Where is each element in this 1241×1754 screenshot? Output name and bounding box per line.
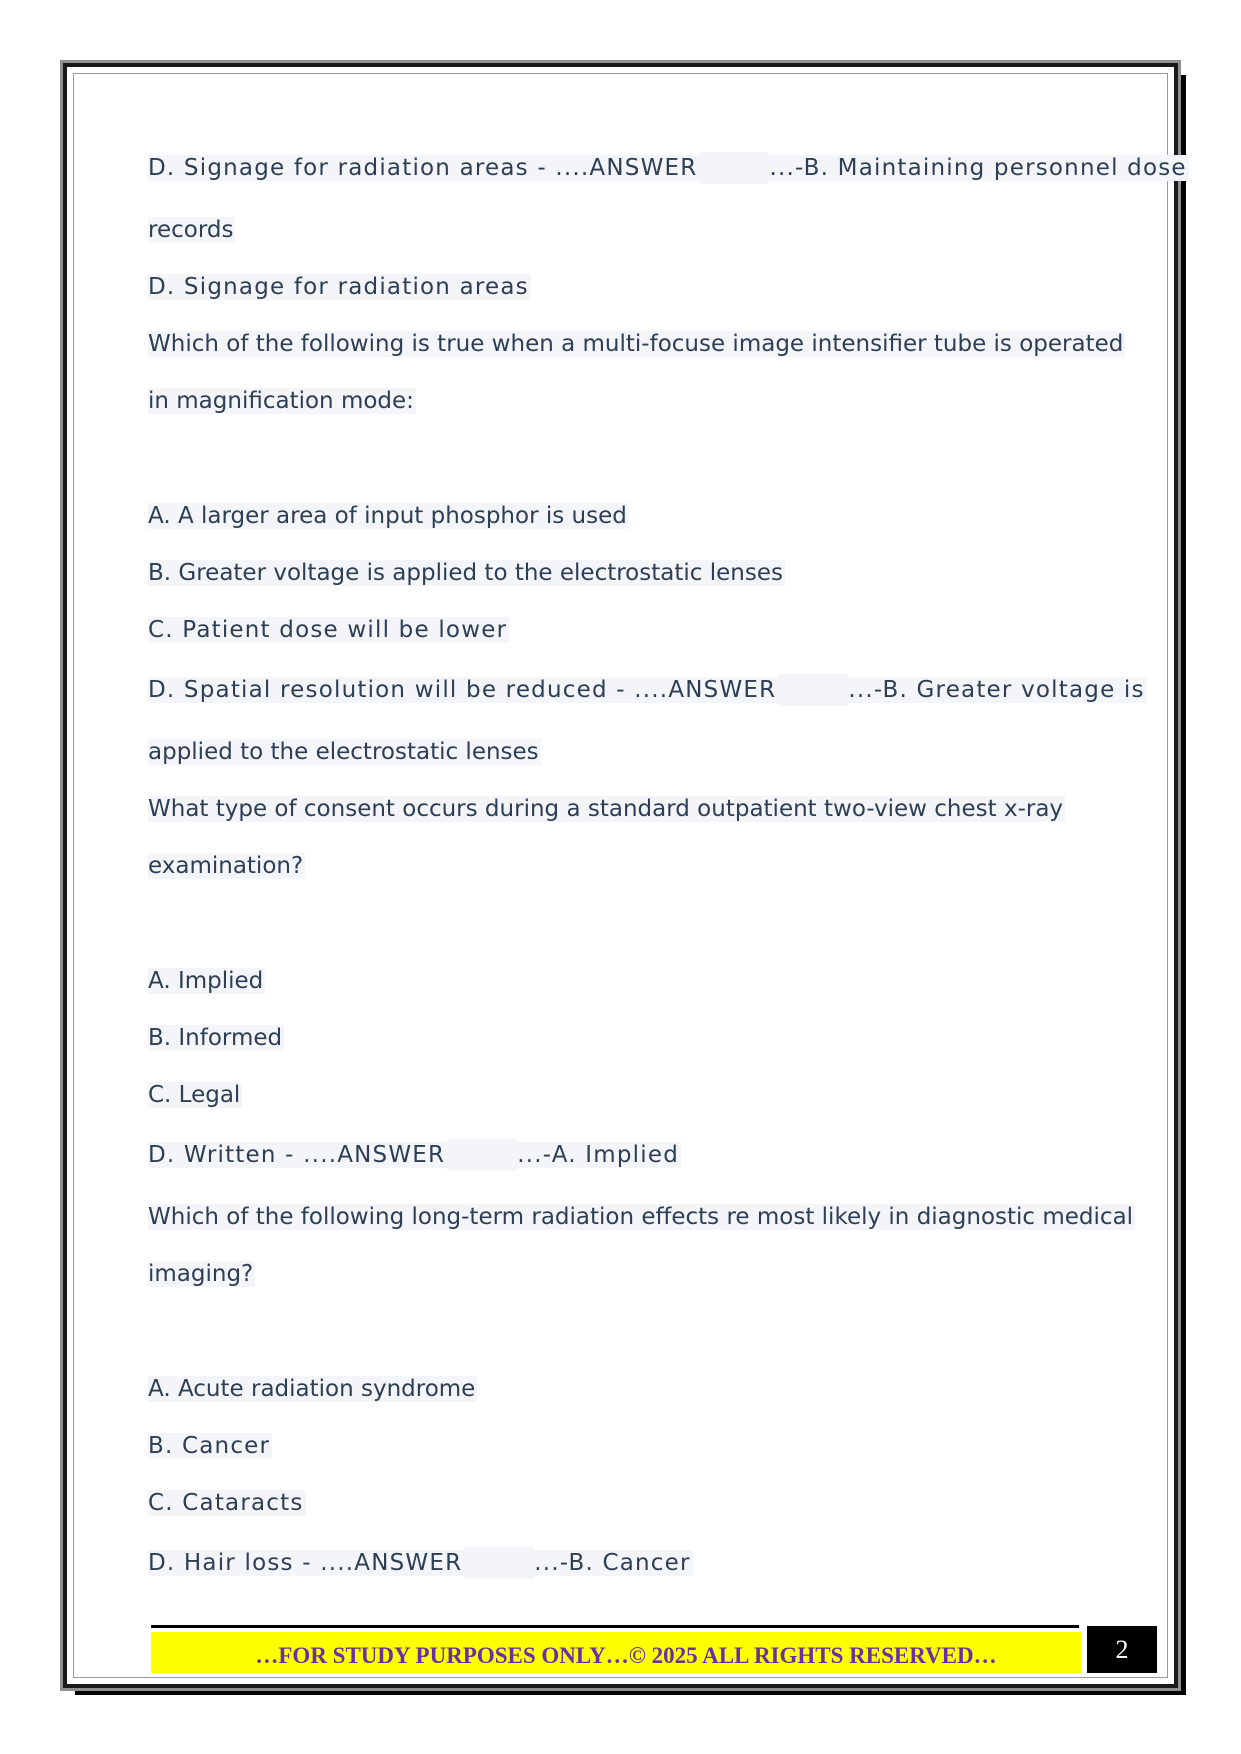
option-text: C. Cataracts (148, 1490, 304, 1516)
question-text (148, 850, 305, 882)
option-line (148, 614, 509, 646)
text-line-content: Which of the following is true when a multi-focuse image intensifier tube is operated (148, 331, 1124, 357)
answer-prefix: D. Written - ....ANSWER (148, 1142, 446, 1168)
option-line (148, 1547, 693, 1579)
text-line-content: What type of consent occurs during a standard outpatient two-view chest x-ray (148, 796, 1064, 822)
option-text: A. Acute radiation syndrome (148, 1376, 476, 1402)
option-line (148, 1022, 284, 1054)
question-text (148, 328, 1125, 360)
option-line (148, 1487, 306, 1519)
answer-prefix: D. Spatial resolution will be reduced - ....ANSWER (148, 677, 777, 703)
text-line-content: in magnification mode: (148, 388, 414, 414)
option-text: A. A larger area of input phosphor is used (148, 503, 627, 529)
text-line (148, 271, 531, 303)
footer-divider (151, 1625, 1079, 1628)
option-line (148, 674, 1147, 706)
answer-prefix: D. Hair loss - ....ANSWER (148, 1550, 463, 1576)
answer-gap (447, 1139, 517, 1171)
option-line (148, 1430, 272, 1462)
answer-text: ...-A. Implied (517, 1142, 680, 1168)
option-line (148, 1139, 681, 1171)
question-text (148, 385, 416, 417)
question-text (148, 1201, 1135, 1233)
text-line-content: D. Signage for radiation areas (148, 274, 529, 300)
option-text: B. Informed (148, 1025, 283, 1051)
option-text: C. Legal (148, 1082, 241, 1108)
option-text: B. Cancer (148, 1433, 271, 1459)
text-line-content: applied to the electrostatic lenses (148, 739, 539, 765)
text-line (148, 214, 235, 246)
text-line-content: examination? (148, 853, 304, 879)
option-text: B. Greater voltage is applied to the electrostatic lenses (148, 560, 783, 586)
text-line (148, 152, 1189, 184)
option-line (148, 965, 265, 997)
question-text (148, 793, 1065, 825)
answer-gap (464, 1547, 534, 1579)
answer-gap (778, 674, 848, 706)
footer-banner: …FOR STUDY PURPOSES ONLY…© 2025 ALL RIGHTS RESERVED… (151, 1632, 1081, 1673)
option-text: C. Patient dose will be lower (148, 617, 508, 643)
text-line-content: records (148, 217, 234, 243)
answer-text: ...-B. Maintaining personnel dose (769, 155, 1187, 181)
option-text: A. Implied (148, 968, 264, 994)
answer-text: ...-B. Cancer (534, 1550, 691, 1576)
text-line (148, 736, 541, 768)
question-text (148, 1258, 255, 1290)
answer-text: ...-B. Greater voltage is (848, 677, 1145, 703)
answer-gap (699, 152, 769, 184)
answer-prefix: D. Signage for radiation areas - ....ANSWER (148, 155, 698, 181)
text-line-content: imaging? (148, 1261, 254, 1287)
option-line (148, 557, 785, 589)
option-line (148, 1373, 477, 1405)
page-number: 2 (1087, 1626, 1157, 1673)
text-line-content: Which of the following long-term radiation effects re most likely in diagnostic medical (148, 1204, 1134, 1230)
option-line (148, 1079, 242, 1111)
option-line (148, 500, 629, 532)
